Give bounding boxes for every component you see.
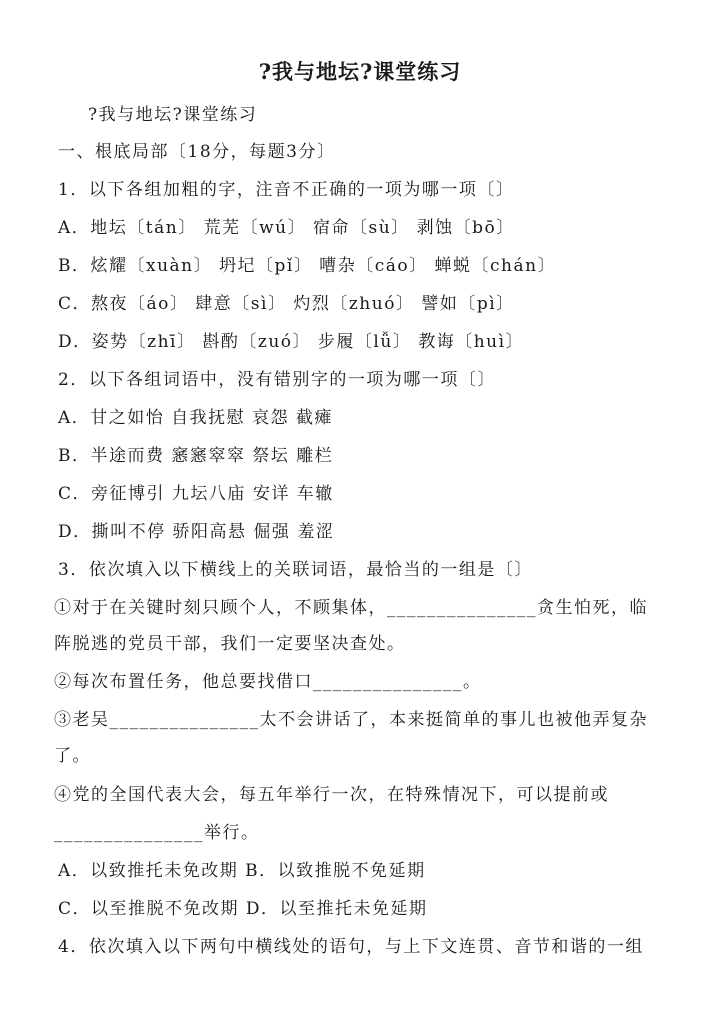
question-3-item-1: ①对于在关键时刻只顾个人，不顾集体，_______________贪生怕死，临 — [54, 598, 648, 618]
question-2-stem: 2．以下各组词语中，没有错别字的一项为哪一项〔〕 — [58, 370, 496, 390]
question-3-item-2: ②每次布置任务，他总要找借口_______________。 — [54, 672, 482, 692]
question-2-option-b: B．半途而费 窸窸窣窣 祭坛 雕栏 — [58, 446, 334, 466]
page-title: ?我与地坛?课堂练习 — [258, 59, 462, 84]
question-3-options-ab: A．以致推托未免改期 B．以致推脱不免延期 — [58, 861, 426, 881]
question-3-item-3-cont: 了。 — [54, 746, 91, 766]
question-4-stem: 4．依次填入以下两句中横线处的语句，与上下文连贯、音节和谐的一组 — [58, 937, 644, 957]
question-2-option-d: D．撕叫不停 骄阳高悬 倔强 羞涩 — [58, 522, 335, 542]
question-2-option-a: A．甘之如怡 自我抚慰 哀怨 截瘫 — [58, 408, 333, 428]
question-1-stem: 1．以下各组加粗的字，注音不正确的一项为哪一项〔〕 — [58, 180, 515, 200]
subtitle: ?我与地坛?课堂练习 — [88, 105, 258, 125]
question-3-stem: 3．依次填入以下横线上的关联词语，最恰当的一组是〔〕 — [58, 560, 533, 580]
question-3-item-3: ③老吴_______________太不会讲话了，本来挺简单的事儿也被他弄复杂 — [54, 710, 648, 730]
question-1-option-c: C．熬夜〔áo〕 肆意〔sì〕 灼烈〔zhuó〕 譬如〔pì〕 — [58, 294, 515, 314]
question-3-item-4-cont: _______________举行。 — [54, 823, 260, 843]
question-1-option-d: D．姿势〔zhī〕 斟酌〔zuó〕 步履〔lǚ〕 教诲〔huì〕 — [58, 332, 525, 352]
question-1-option-a: A．地坛〔tán〕 荒芜〔wú〕 宿命〔sù〕 剥蚀〔bō〕 — [58, 218, 515, 238]
question-2-option-c: C．旁征博引 九坛八庙 安详 车辙 — [58, 484, 334, 504]
question-3-item-4: ④党的全国代表大会，每五年举行一次，在特殊情况下，可以提前或 — [54, 785, 609, 805]
question-3-options-cd: C．以至推脱不免改期 D．以至推托未免延期 — [58, 899, 428, 919]
question-1-option-b: B．炫耀〔xuàn〕 坍圮〔pǐ〕 嘈杂〔cáo〕 蝉蜕〔chán〕 — [58, 256, 557, 276]
question-3-item-1-cont: 阵脱逃的党员干部，我们一定要坚决查处。 — [54, 634, 406, 654]
section-heading: 一、根底局部〔18分，每题3分〕 — [58, 142, 336, 162]
